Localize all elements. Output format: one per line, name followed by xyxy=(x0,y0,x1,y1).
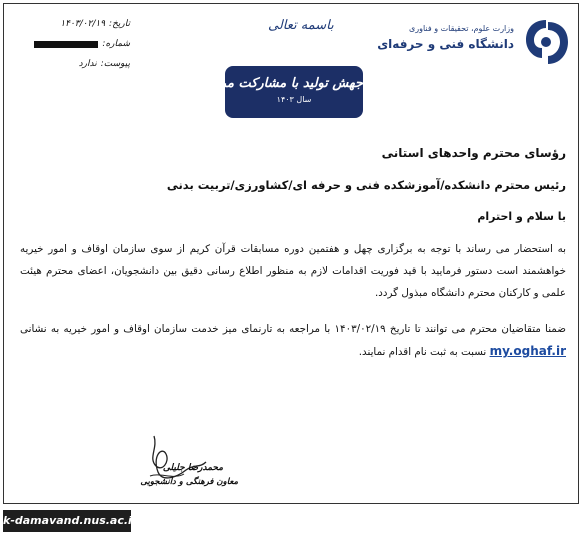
date-row xyxy=(30,14,130,34)
slogan-badge xyxy=(205,66,363,118)
signatory-name: محمدرضا جلیلی xyxy=(162,463,224,473)
addressee-primary: رؤسای محترم واحدهای استانی xyxy=(381,146,566,160)
addressee-secondary: رئیس محترم دانشکده/آموزشکده فنی و حرفه ای/کشاورزی/تربیت بدنی xyxy=(166,178,566,192)
number-row xyxy=(30,34,130,54)
site-footer[interactable]: k-damavand.nus.ac.ir xyxy=(3,510,131,532)
attachment-value: ندارد xyxy=(78,59,97,69)
slogan-text: جهش تولید با مشارکت مردم xyxy=(205,76,363,91)
ministry-name: وزارت علوم، تحقیقات و فناوری xyxy=(409,24,514,33)
body-paragraph-2 xyxy=(20,318,566,363)
university-name: دانشگاه فنی و حرفه‌ای xyxy=(377,37,514,51)
attachment-row xyxy=(30,54,130,74)
paragraph-2-ending: نسبت به ثبت نام اقدام نمایند. xyxy=(358,346,487,358)
letter-meta xyxy=(30,14,130,74)
signatory-title: معاون فرهنگی و دانشجویی xyxy=(140,477,238,487)
date-label: تاریخ: xyxy=(109,19,130,29)
number-label: شماره: xyxy=(102,39,130,49)
date-value: ۱۴۰۳/۰۲/۱۹ xyxy=(60,19,106,29)
university-logo-icon xyxy=(522,16,570,68)
ministry-header xyxy=(377,16,570,72)
oghaf-link[interactable]: my.oghaf.ir xyxy=(489,344,566,358)
redacted-number xyxy=(34,41,98,48)
attachment-label: پیوست: xyxy=(100,59,130,69)
signature-block xyxy=(140,463,238,487)
body-paragraph-1: به استحضار می رساند با توجه به برگزاری چهل و هفتمین دوره مسابقات قرآن کریم از سوی سازمان اوقاف و امور خیریه خواهشمند است دستور فرمایید با قید فوریت اقدامات لازم به منظور اطلاع رسانی دقیق بین دانشجویان، اعضای محترم هیئت علمی و کارکنان محترم دانشگاه مبذول گردد. xyxy=(20,243,566,299)
slogan-year: سال ۱۴۰۳ xyxy=(276,95,312,104)
basmala: باسمه تعالی xyxy=(268,18,334,33)
greeting: با سلام و احترام xyxy=(477,210,566,223)
paragraph-2-text: ضمنا متقاضیان محترم می توانند تا تاریخ ۱۴۰۳/۰۲/۱۹ با مراجعه به تارنمای میز خدمت سازمان اوقاف و امور خیریه به نشانی xyxy=(20,323,567,335)
